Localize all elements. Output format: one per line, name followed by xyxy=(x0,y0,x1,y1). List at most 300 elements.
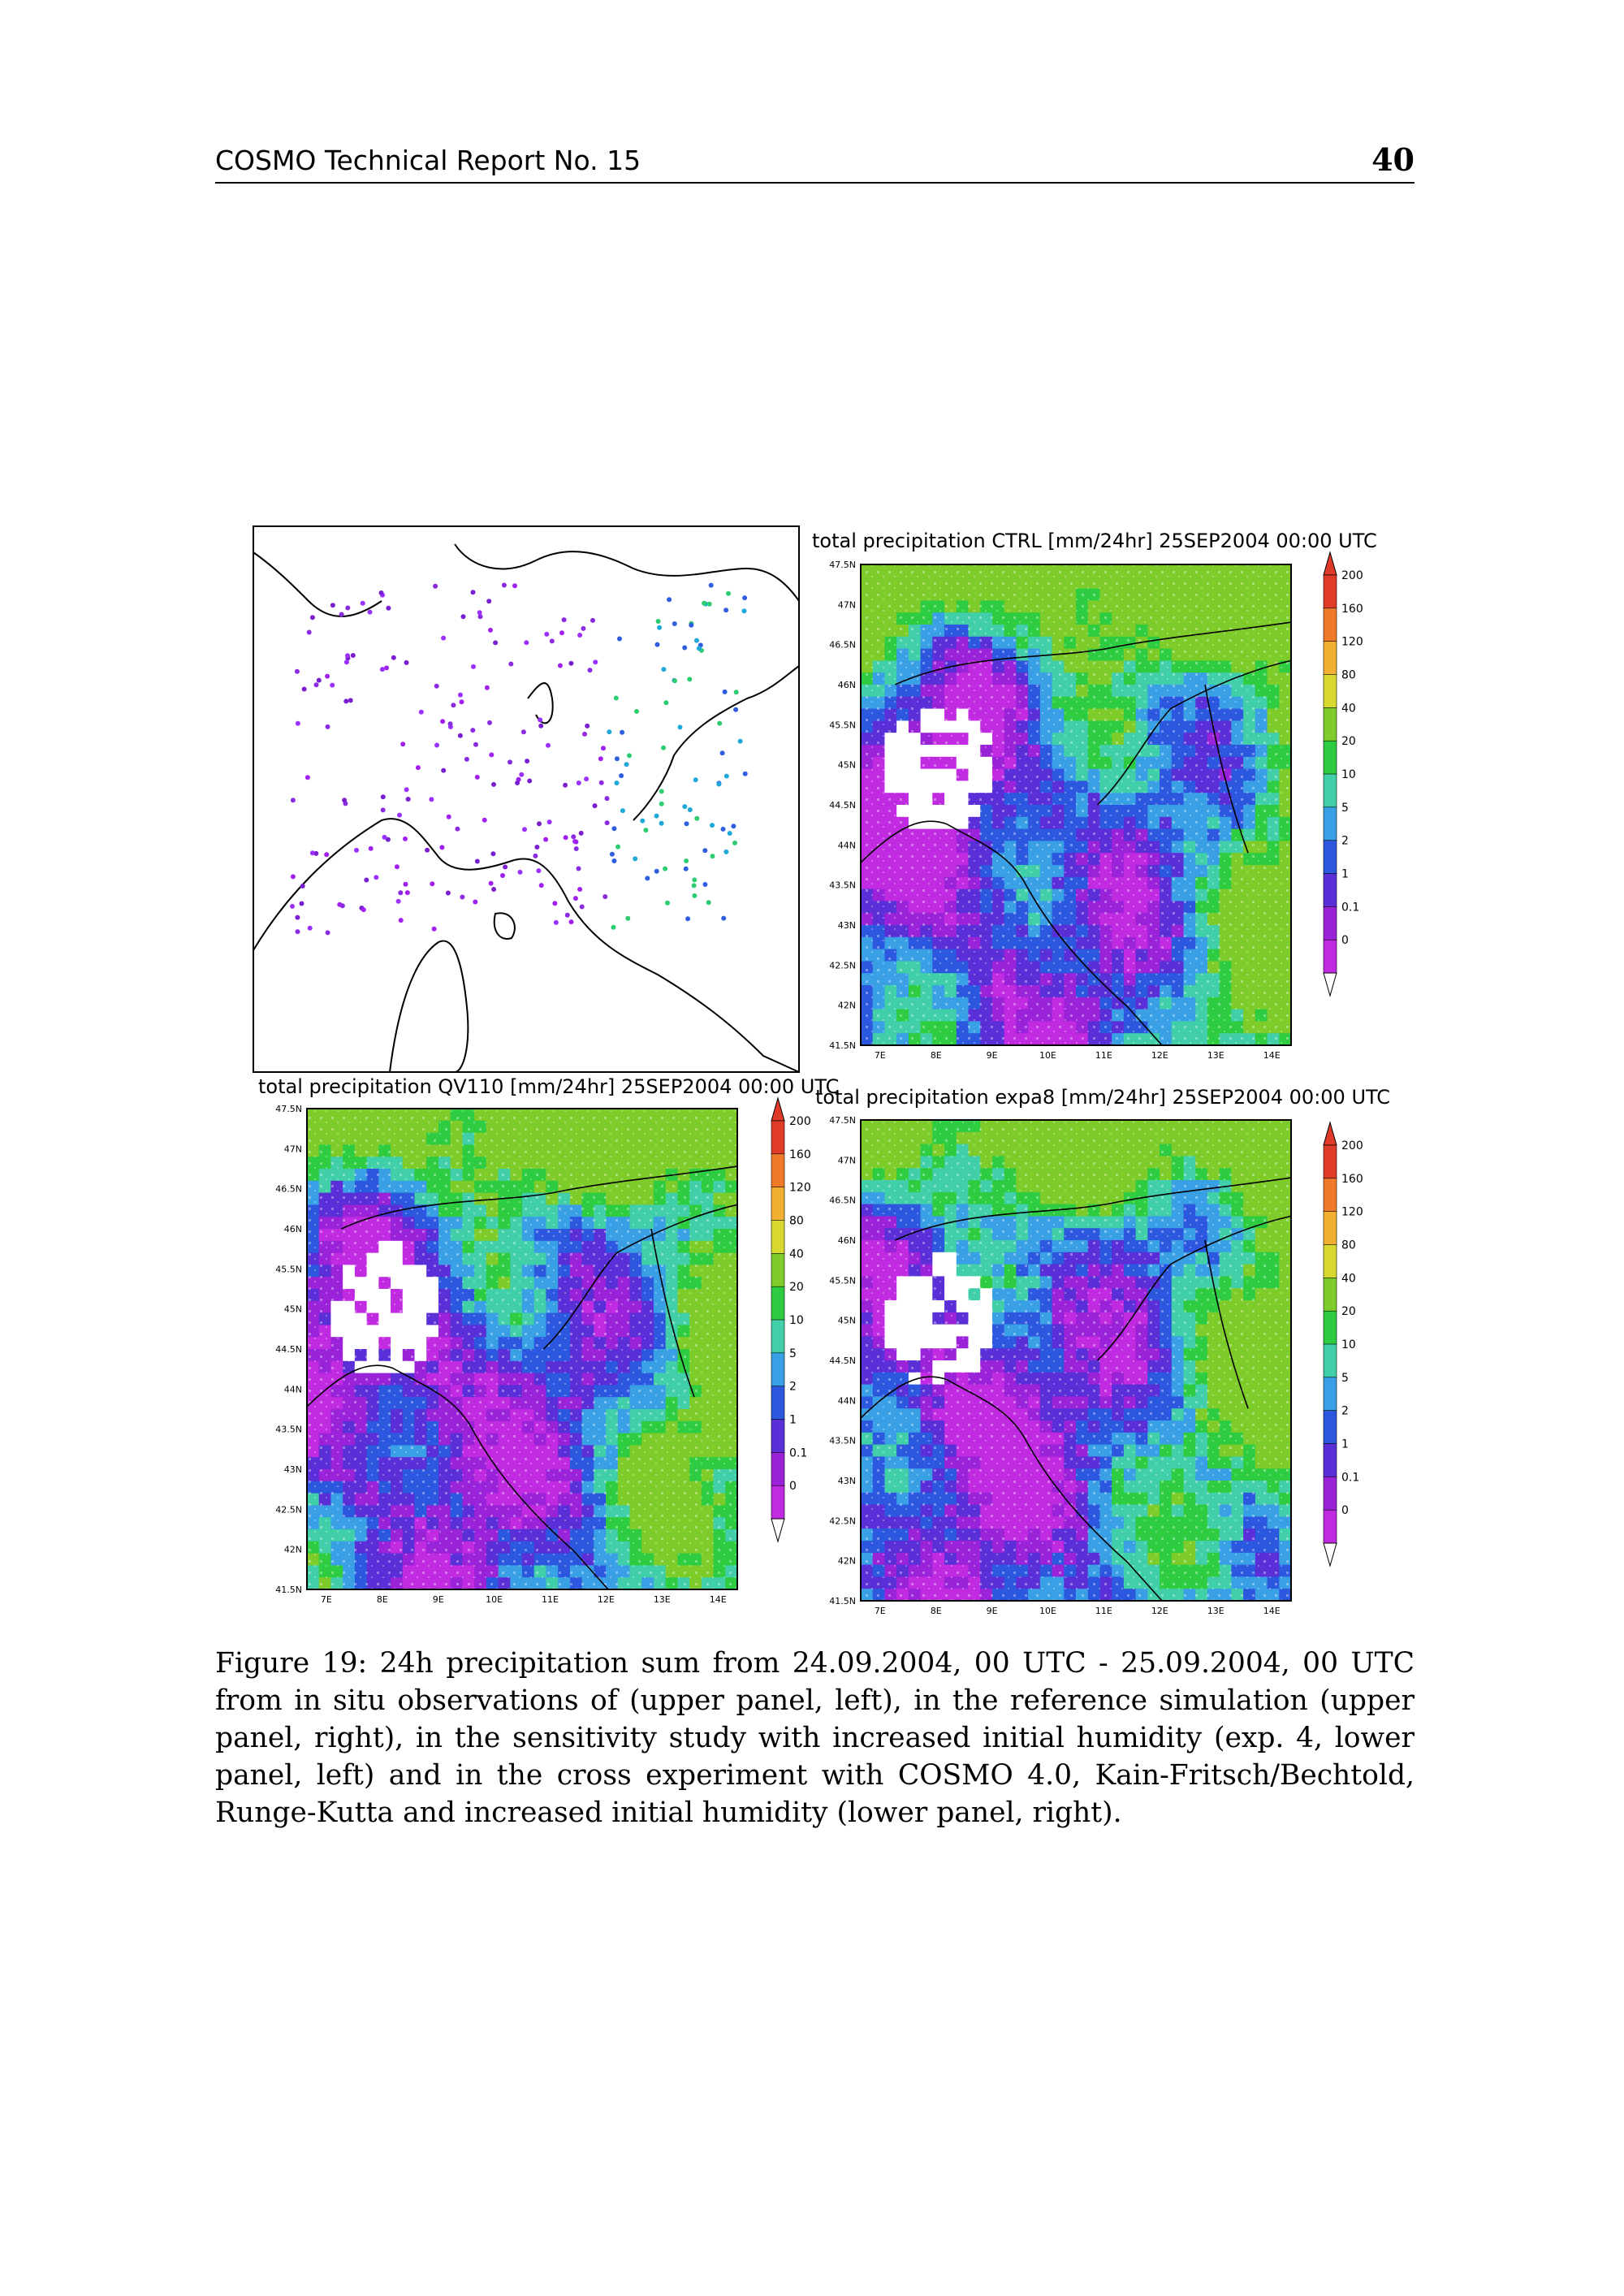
station-dot xyxy=(732,841,737,845)
panel-title: total precipitation QV110 [mm/24hr] 25SEP2004 00:00 UTC xyxy=(258,1075,840,1098)
station-dot xyxy=(512,583,517,588)
station-dot xyxy=(624,762,629,767)
station-dot xyxy=(682,646,687,651)
station-dot xyxy=(577,780,581,785)
station-dot xyxy=(386,606,391,611)
station-dot xyxy=(724,774,729,779)
station-dot xyxy=(429,797,434,802)
lon-tick-label: 7E xyxy=(874,1606,886,1616)
station-dot xyxy=(598,756,603,761)
station-dot xyxy=(728,831,732,836)
station-dot xyxy=(458,693,463,698)
station-dot xyxy=(615,780,620,785)
station-dot xyxy=(569,919,574,924)
lat-tick-label: 44.5N xyxy=(829,1356,856,1366)
station-dot xyxy=(614,696,619,701)
station-dot xyxy=(659,821,664,826)
lat-tick-label: 44.5N xyxy=(275,1344,302,1355)
station-dot xyxy=(693,777,698,782)
lat-tick-label: 41.5N xyxy=(829,1040,856,1051)
field-texture xyxy=(861,564,1291,1045)
station-dot xyxy=(325,674,330,679)
colorbar-swatch xyxy=(1324,1178,1337,1212)
station-dot xyxy=(471,590,476,595)
lat-tick-label: 42N xyxy=(837,1555,856,1567)
station-dot xyxy=(694,638,699,643)
station-dot xyxy=(627,753,632,758)
colorbar-swatch xyxy=(1324,575,1337,608)
station-dot xyxy=(330,683,335,688)
station-dot xyxy=(308,926,313,931)
station-dot xyxy=(654,869,659,874)
station-dot xyxy=(723,690,728,694)
station-dot xyxy=(697,646,702,651)
station-dot xyxy=(692,893,697,898)
station-dot xyxy=(502,583,507,588)
panel-qv110 xyxy=(258,1075,839,1605)
station-dot xyxy=(643,828,648,832)
station-dot xyxy=(521,729,526,734)
lat-tick-label: 47.5N xyxy=(829,560,856,570)
station-dot xyxy=(717,721,722,726)
station-dot xyxy=(694,816,699,821)
station-dot xyxy=(508,759,512,764)
station-dot xyxy=(345,606,350,611)
lon-tick-label: 9E xyxy=(986,1050,998,1061)
colorbar-swatch xyxy=(1324,906,1337,940)
station-dot xyxy=(743,772,748,776)
station-dot xyxy=(537,821,542,826)
lon-tick-label: 12E xyxy=(1151,1050,1168,1061)
lat-tick-label: 46.5N xyxy=(275,1183,302,1195)
station-dot xyxy=(478,614,483,619)
lat-tick-label: 44N xyxy=(283,1384,302,1395)
colorbar-label: 160 xyxy=(1341,602,1363,616)
lon-tick-label: 11E xyxy=(542,1594,559,1605)
colorbar-label: 5 xyxy=(1341,801,1349,815)
station-dot xyxy=(326,724,330,729)
colorbar xyxy=(1324,552,1363,996)
station-dot xyxy=(439,845,444,850)
station-dot xyxy=(684,858,689,863)
station-dot xyxy=(579,831,584,836)
lat-tick-label: 43.5N xyxy=(829,880,856,891)
station-dot xyxy=(667,597,672,602)
station-dot xyxy=(731,824,736,828)
colorbar-label: 160 xyxy=(789,1148,811,1161)
colorbar-swatch xyxy=(1324,841,1337,874)
station-dot xyxy=(471,664,476,669)
station-dot xyxy=(702,848,707,853)
station-dot xyxy=(625,916,630,921)
station-dot xyxy=(656,619,661,624)
colorbar-swatch xyxy=(1324,940,1337,973)
station-dot xyxy=(726,591,731,596)
station-dot xyxy=(314,682,319,687)
station-dot xyxy=(396,899,401,904)
colorbar xyxy=(771,1098,811,1541)
station-dot xyxy=(448,721,453,726)
colorbar-label: 20 xyxy=(1341,735,1356,749)
station-dot xyxy=(685,821,689,826)
colorbar-swatch xyxy=(1324,1444,1337,1477)
colorbar-bottom-arrow xyxy=(1324,973,1337,996)
station-dot xyxy=(533,854,538,858)
lat-tick-label: 45N xyxy=(837,1315,856,1326)
station-dot xyxy=(441,768,446,773)
station-dot xyxy=(500,873,505,878)
lat-tick-label: 45N xyxy=(837,759,856,771)
colorbar-swatch xyxy=(1324,874,1337,907)
station-dot xyxy=(491,887,496,892)
station-dot xyxy=(665,901,670,906)
colorbar-swatch xyxy=(1324,1477,1337,1510)
station-dot xyxy=(384,665,389,670)
station-dot xyxy=(544,632,549,637)
station-dot xyxy=(491,782,496,787)
panel-title: total precipitation expa8 [mm/24hr] 25SEP2004 00:00 UTC xyxy=(815,1086,1391,1109)
lat-tick-label: 44N xyxy=(837,1395,856,1407)
station-dot xyxy=(742,595,747,600)
station-dot xyxy=(487,720,492,725)
lon-tick-label: 14E xyxy=(1263,1606,1281,1616)
colorbar-label: 120 xyxy=(1341,635,1363,649)
colorbar-top-arrow xyxy=(771,1098,784,1121)
colorbar-swatch xyxy=(771,1154,784,1187)
lon-tick-label: 12E xyxy=(597,1594,615,1605)
station-dot xyxy=(382,835,387,840)
colorbar-swatch xyxy=(771,1420,784,1453)
station-dot xyxy=(661,746,666,750)
colorbar-label: 200 xyxy=(1341,569,1363,582)
colorbar-swatch xyxy=(771,1485,784,1519)
colorbar-swatch xyxy=(771,1187,784,1221)
station-dot xyxy=(489,752,494,757)
station-dot xyxy=(552,901,557,906)
station-dot xyxy=(302,687,307,692)
station-dot xyxy=(678,724,683,729)
station-dot xyxy=(723,850,728,854)
station-dot xyxy=(519,772,524,777)
station-dot xyxy=(405,890,410,895)
colorbar-label: 0 xyxy=(1341,934,1349,948)
station-dot xyxy=(310,615,315,620)
station-dot xyxy=(558,664,563,668)
lat-tick-label: 43.5N xyxy=(829,1435,856,1446)
station-dot xyxy=(434,743,439,748)
station-dot xyxy=(601,746,606,750)
station-dot xyxy=(593,803,598,808)
colorbar-label: 80 xyxy=(1341,668,1356,682)
station-dot xyxy=(493,640,498,645)
station-dot xyxy=(563,783,568,788)
station-dot xyxy=(434,684,439,689)
panel-ctrl xyxy=(812,530,1377,1061)
lat-tick-label: 43N xyxy=(283,1464,302,1475)
station-dot xyxy=(692,877,697,882)
station-dot xyxy=(324,852,329,857)
station-dot xyxy=(361,601,365,606)
lat-tick-label: 46N xyxy=(837,1235,856,1246)
lat-tick-label: 43N xyxy=(837,920,856,931)
station-dot xyxy=(568,661,573,666)
station-dot xyxy=(342,798,347,802)
lat-tick-label: 46.5N xyxy=(829,639,856,651)
station-dot xyxy=(657,625,662,630)
station-dot xyxy=(461,614,466,619)
station-dot xyxy=(538,724,543,729)
lat-tick-label: 42.5N xyxy=(829,960,856,971)
station-dot xyxy=(473,900,477,905)
station-dot xyxy=(659,789,664,793)
station-dot xyxy=(430,881,434,886)
colorbar-swatch xyxy=(1324,675,1337,708)
lon-tick-label: 9E xyxy=(432,1594,444,1605)
colorbar-label: 5 xyxy=(789,1347,797,1360)
station-dot xyxy=(692,883,697,888)
lon-tick-label: 14E xyxy=(1263,1050,1281,1061)
colorbar-swatch xyxy=(1324,1344,1337,1377)
station-dot xyxy=(577,867,581,871)
station-dot xyxy=(337,902,342,907)
station-dot xyxy=(391,655,396,660)
station-dot xyxy=(716,782,721,787)
station-dot xyxy=(742,608,747,613)
lon-tick-label: 14E xyxy=(709,1594,727,1605)
station-dot xyxy=(344,659,349,664)
station-dot xyxy=(547,819,552,824)
station-dot xyxy=(470,728,475,733)
station-dot xyxy=(588,668,593,672)
station-dot xyxy=(634,709,639,714)
station-dot xyxy=(611,858,616,863)
colorbar-swatch xyxy=(1324,1145,1337,1178)
station-dot xyxy=(508,662,513,667)
station-dot xyxy=(488,628,493,633)
lat-tick-label: 44N xyxy=(837,840,856,851)
station-dot xyxy=(709,583,714,588)
lon-tick-label: 12E xyxy=(1151,1606,1168,1616)
colorbar-swatch xyxy=(1324,1510,1337,1543)
station-dot xyxy=(369,846,374,851)
colorbar-label: 1 xyxy=(1341,1438,1349,1451)
panel-expa8 xyxy=(815,1086,1390,1616)
station-dot xyxy=(404,787,409,792)
station-dot xyxy=(489,881,494,886)
colorbar-label: 120 xyxy=(1341,1205,1363,1219)
station-dot xyxy=(525,759,529,763)
station-dot xyxy=(593,659,598,664)
station-dot xyxy=(515,780,520,785)
station-dot xyxy=(733,707,738,712)
colorbar-swatch xyxy=(1324,774,1337,807)
station-dot xyxy=(734,690,739,694)
colorbar-label: 1 xyxy=(1341,867,1349,881)
lon-tick-label: 8E xyxy=(930,1606,942,1616)
lat-tick-label: 47N xyxy=(837,599,856,611)
lon-tick-label: 9E xyxy=(986,1606,998,1616)
station-dot xyxy=(475,775,480,780)
lon-tick-label: 7E xyxy=(874,1050,886,1061)
colorbar xyxy=(1324,1122,1363,1566)
station-dot xyxy=(522,827,527,832)
colorbar-swatch xyxy=(1324,1245,1337,1278)
station-dot xyxy=(374,875,378,880)
lon-tick-label: 13E xyxy=(653,1594,671,1605)
station-dot xyxy=(330,603,335,608)
colorbar-label: 10 xyxy=(1341,768,1356,781)
colorbar-label: 2 xyxy=(1341,1404,1349,1418)
station-dot xyxy=(539,883,544,888)
lon-tick-label: 10E xyxy=(1039,1050,1056,1061)
colorbar-label: 2 xyxy=(1341,834,1349,848)
colorbar-label: 20 xyxy=(1341,1305,1356,1319)
station-dot xyxy=(305,775,310,780)
station-dot xyxy=(564,835,568,840)
lat-tick-label: 46N xyxy=(837,680,856,690)
lat-tick-label: 43.5N xyxy=(275,1424,302,1435)
station-dot xyxy=(562,617,567,622)
colorbar-label: 80 xyxy=(1341,1239,1356,1252)
station-dot xyxy=(559,630,564,635)
station-dot xyxy=(573,896,578,901)
lon-tick-label: 11E xyxy=(1095,1606,1112,1616)
station-dot xyxy=(605,796,610,801)
station-dot xyxy=(354,848,359,853)
station-dot xyxy=(399,918,404,923)
station-dot xyxy=(685,916,690,921)
colorbar-swatch xyxy=(1324,1411,1337,1444)
colorbar-swatch xyxy=(771,1452,784,1485)
station-dot xyxy=(620,730,624,735)
panel-observations xyxy=(253,526,799,1072)
station-dot xyxy=(291,798,296,802)
colorbar-label: 0.1 xyxy=(789,1446,808,1460)
station-dot xyxy=(400,742,405,746)
station-dot xyxy=(397,813,402,818)
station-dot xyxy=(455,827,460,832)
station-dot xyxy=(710,854,715,858)
colorbar-label: 2 xyxy=(789,1380,797,1394)
station-dot xyxy=(684,867,689,871)
colorbar-label: 200 xyxy=(789,1115,811,1128)
station-dot xyxy=(640,819,645,824)
station-dot xyxy=(687,677,692,681)
station-dot xyxy=(473,742,478,747)
station-dot xyxy=(343,698,348,703)
colorbar-label: 160 xyxy=(1341,1172,1363,1186)
colorbar-bottom-arrow xyxy=(1324,1543,1337,1566)
lat-tick-label: 42.5N xyxy=(275,1504,302,1516)
panel-title: total precipitation CTRL [mm/24hr] 25SEP2004 00:00 UTC xyxy=(812,530,1377,552)
colorbar-swatch xyxy=(1324,741,1337,774)
station-dot xyxy=(464,757,469,762)
station-dot xyxy=(395,864,400,869)
colorbar-swatch xyxy=(1324,642,1337,675)
station-dot xyxy=(381,807,386,812)
station-dot xyxy=(573,840,578,845)
lat-tick-label: 45.5N xyxy=(275,1264,302,1275)
station-dot xyxy=(406,797,411,802)
station-dot xyxy=(291,874,296,879)
colorbar-label: 0 xyxy=(789,1480,797,1494)
station-dot xyxy=(574,846,579,851)
station-dot xyxy=(381,794,386,799)
station-dot xyxy=(527,779,532,784)
colorbar-swatch xyxy=(771,1320,784,1353)
station-dot xyxy=(702,882,707,887)
station-dot xyxy=(326,930,330,935)
station-dot xyxy=(682,804,687,809)
station-dot xyxy=(451,703,456,707)
station-dot xyxy=(310,850,315,855)
running-header: COSMO Technical Report No. 15 xyxy=(215,145,641,176)
colorbar-label: 5 xyxy=(1341,1371,1349,1385)
station-dot xyxy=(720,750,725,755)
colorbar-label: 10 xyxy=(1341,1338,1356,1351)
colorbar-swatch xyxy=(1324,807,1337,841)
lat-tick-label: 46.5N xyxy=(829,1195,856,1206)
lat-tick-label: 47.5N xyxy=(275,1104,302,1114)
station-dot xyxy=(460,895,464,900)
station-dot xyxy=(490,851,495,856)
station-dot xyxy=(710,823,715,828)
lon-tick-label: 8E xyxy=(930,1050,942,1061)
lon-tick-label: 10E xyxy=(486,1594,503,1605)
station-dot xyxy=(590,618,595,623)
station-dot xyxy=(425,848,430,853)
station-dot xyxy=(351,653,356,658)
station-dot xyxy=(599,780,604,785)
station-dot xyxy=(361,907,366,912)
station-dot xyxy=(554,920,559,925)
station-dot xyxy=(447,815,451,819)
colorbar-label: 1 xyxy=(789,1413,797,1427)
station-dot xyxy=(645,876,650,880)
station-dot xyxy=(605,820,610,825)
station-dot xyxy=(550,638,555,643)
station-dot xyxy=(603,894,607,899)
station-dot xyxy=(503,865,508,870)
colorbar-label: 80 xyxy=(789,1214,804,1228)
lat-tick-label: 42N xyxy=(837,1000,856,1011)
lat-tick-label: 43N xyxy=(837,1476,856,1486)
station-dot xyxy=(441,636,446,641)
colorbar-swatch xyxy=(771,1286,784,1320)
station-dot xyxy=(518,870,523,875)
station-dot xyxy=(295,669,300,674)
station-dot xyxy=(619,773,624,778)
station-dot xyxy=(446,891,451,896)
station-dot xyxy=(486,599,491,603)
station-dot xyxy=(296,721,300,726)
station-dot xyxy=(485,685,490,690)
station-dot xyxy=(672,621,677,626)
station-dot xyxy=(433,584,438,589)
station-dot xyxy=(582,732,587,737)
station-dot xyxy=(300,902,304,906)
station-dot xyxy=(482,818,487,823)
station-dot xyxy=(404,660,409,665)
station-dot xyxy=(368,610,373,615)
station-dot xyxy=(615,845,620,850)
station-dot xyxy=(655,642,660,647)
colorbar-swatch xyxy=(1324,1278,1337,1311)
station-dot xyxy=(295,915,300,920)
station-dot xyxy=(577,887,582,892)
lat-tick-label: 45.5N xyxy=(829,720,856,731)
station-dot xyxy=(380,667,385,672)
